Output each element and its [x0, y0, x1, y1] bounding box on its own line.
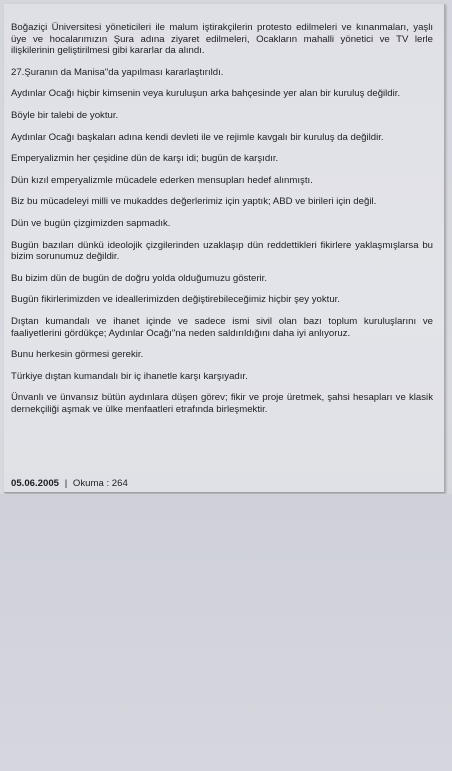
read-count: Okuma : 264: [72, 478, 128, 489]
paragraph: Biz bu mücadeleyi milli ve mukaddes değerlerimiz için yaptık; ABD ve birileri için değil.: [11, 196, 377, 208]
paragraph: Ünvanlı ve ünvansız bütün aydınlara düşen görev; fikir ve proje üretmek, şahsi hesapları ve klasik dernekçiliği aşmak ve ülke menfaatleri etrafında birleşmektir.: [11, 392, 433, 415]
paragraph: Bugün fikirlerimizden ve ideallerimizden değiştirebileceğimiz hiçbir şey yoktur.: [11, 294, 340, 306]
paragraph: Türkiye dıştan kumandalı bir iç ihanetle karşı karşıyadır.: [11, 370, 248, 382]
paragraph: Emperyalizmin her çeşidine dün de karşı idi; bugün de karşıdır.: [11, 153, 279, 165]
paragraph: Dün kızıl emperyalizmle mücadele ederken mensupları hedef alınmıştı.: [11, 174, 313, 186]
paragraph: Dün ve bugün çizgimizden sapmadık.: [11, 217, 171, 229]
paragraph: Böyle bir talebi de yoktur.: [11, 109, 119, 121]
footer-separator: |: [64, 478, 68, 489]
paragraph: Aydınlar Ocağı başkaları adına kendi devleti ile ve rejimle kavgalı bir kuruluş da değildir.: [11, 131, 384, 143]
paragraph: Aydınlar Ocağı hiçbir kimsenin veya kuruluşun arka bahçesinde yer alan bir kuruluş değildir.: [11, 88, 401, 100]
publish-date: 05.06.2005: [11, 478, 60, 489]
paragraph: 27.Şuranın da Manisa"da yapılması kararlaştırıldı.: [11, 66, 224, 78]
paragraph: Bu bizim dün de bugün de doğru yolda olduğumuzu gösterir.: [11, 272, 268, 284]
article-body: [11, 22, 433, 425]
paragraph: Dıştan kumandalı ve ihanet içinde ve sadece ismi sivil olan bazı toplum kuruluşlarını ve faaliyetlerini gördükçe; Aydınlar Ocağı"na neden saldırıldığını daha iyi anlıyoruz.: [11, 315, 433, 339]
article-footer: [11, 478, 128, 489]
paragraph: Bugün bazıları dünkü ideolojik çizgilerinden uzaklaşıp dün reddettikleri fikirlere yaklaşmışlarsa bu bizim sorunumuz değildir.: [11, 239, 433, 263]
blank-area: [0, 494, 452, 771]
paragraph: Boğaziçi Üniversitesi yöneticileri ile malum iştirakçilerin protesto edilmeleri ve kınanmaları, yaşlı üye ve hocalarımızın Şura adına ziyaret edilmeleri, Ocakların mahalli yönetici ve TV lerle ilişkilerinin geliştirilmesi gibi kararlar da alındı.: [11, 22, 433, 57]
document-page: [4, 4, 445, 493]
paragraph: Bunu herkesin görmesi gerekir.: [11, 349, 144, 361]
